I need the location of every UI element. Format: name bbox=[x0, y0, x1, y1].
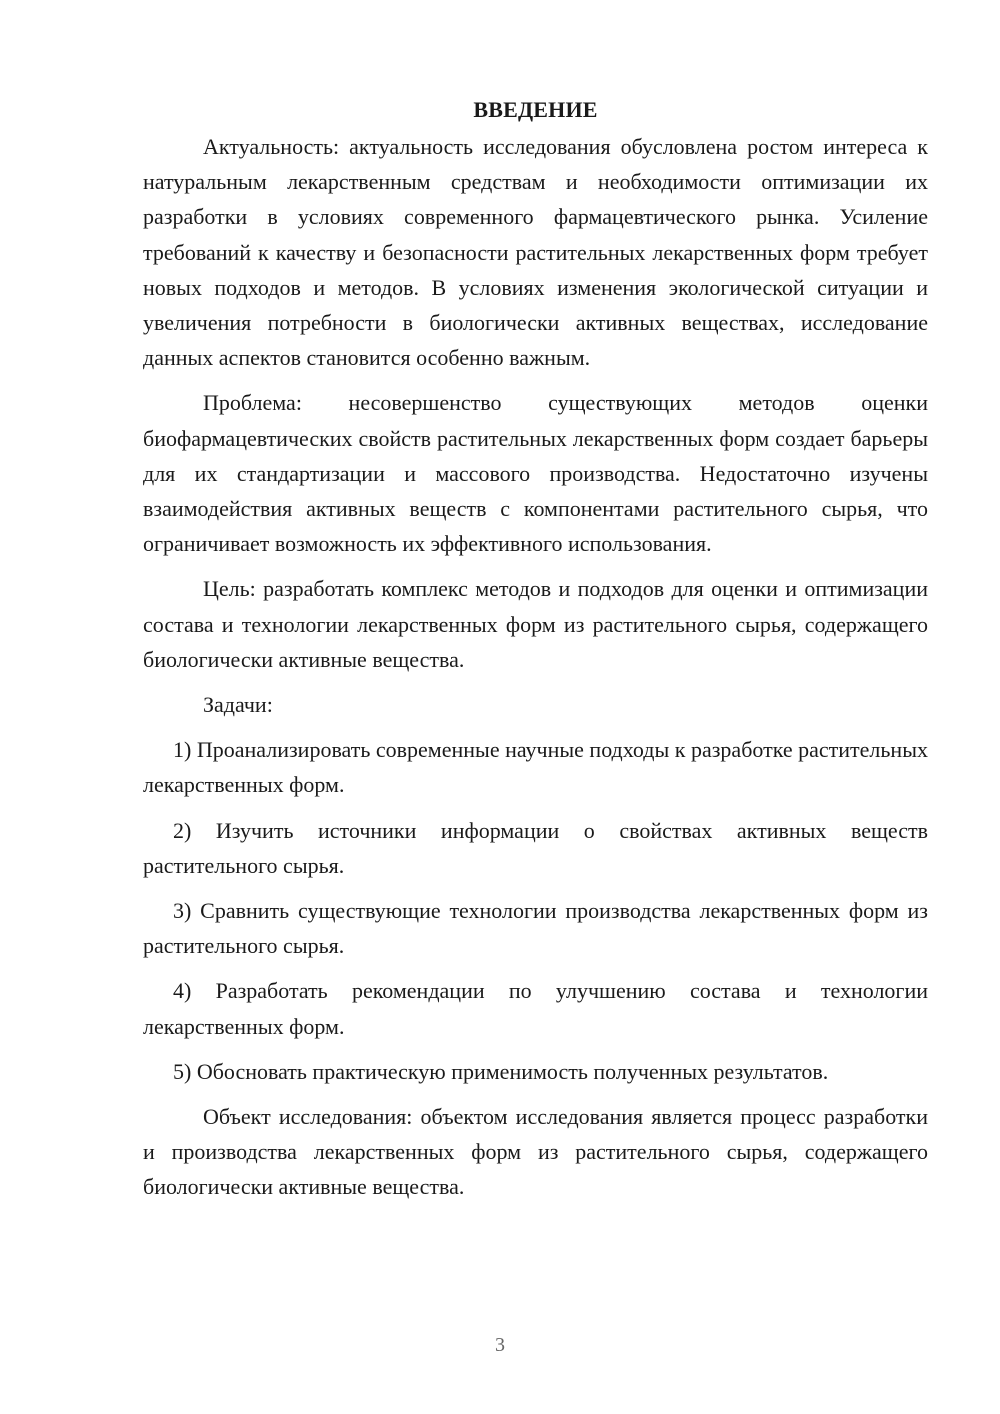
tasks-label: Задачи: bbox=[203, 692, 273, 718]
problem-paragraph: Проблема: несовершенство существующих методов оценки биофармацевтических свойств растительных лекарственных форм создает барьеры для их стандартизации и массового производства. Недостаточно изучены взаимодействия активных веществ с компонентами растительного сырья, что ограничивает возможность их эффективного использования. bbox=[143, 390, 928, 557]
document-body bbox=[143, 95, 928, 1215]
relevance-paragraph: Актуальность: актуальность исследования обусловлена ростом интереса к натуральным лекарственным средствам и необходимости оптимизации их разработки в условиях современного фармацевтического рынка. Усиление требований к качеству и безопасности растительных лекарственных форм требует новых подходов и методов. В условиях изменения экологической ситуации и увеличения потребности в биологически активных веществах, исследование данных аспектов становится особенно важным. bbox=[143, 134, 928, 371]
task-item: 4) Разработать рекомендации по улучшению состава и технологии лекарственных форм. bbox=[143, 978, 928, 1039]
task-item: 5) Обосновать практическую применимость полученных результатов. bbox=[173, 1058, 829, 1084]
section-heading: ВВЕДЕНИЕ bbox=[473, 97, 598, 122]
goal-paragraph: Цель: разработать комплекс методов и подходов для оценки и оптимизации состава и технологии лекарственных форм из растительного сырья, содержащего биологически активные вещества. bbox=[143, 576, 928, 672]
tasks-list bbox=[143, 732, 928, 1089]
task-item: 2) Изучить источники информации о свойствах активных веществ растительного сырья. bbox=[143, 817, 928, 878]
task-item: 1) Проанализировать современные научные подходы к разработке растительных лекарственных форм. bbox=[143, 737, 928, 798]
page-number: 3 bbox=[495, 1334, 505, 1356]
task-item: 3) Сравнить существующие технологии производства лекарственных форм из растительного сырья. bbox=[143, 898, 928, 959]
object-paragraph: Объект исследования: объектом исследования является процесс разработки и производства лекарственных форм из растительного сырья, содержащего биологически активные вещества. bbox=[143, 1104, 928, 1200]
